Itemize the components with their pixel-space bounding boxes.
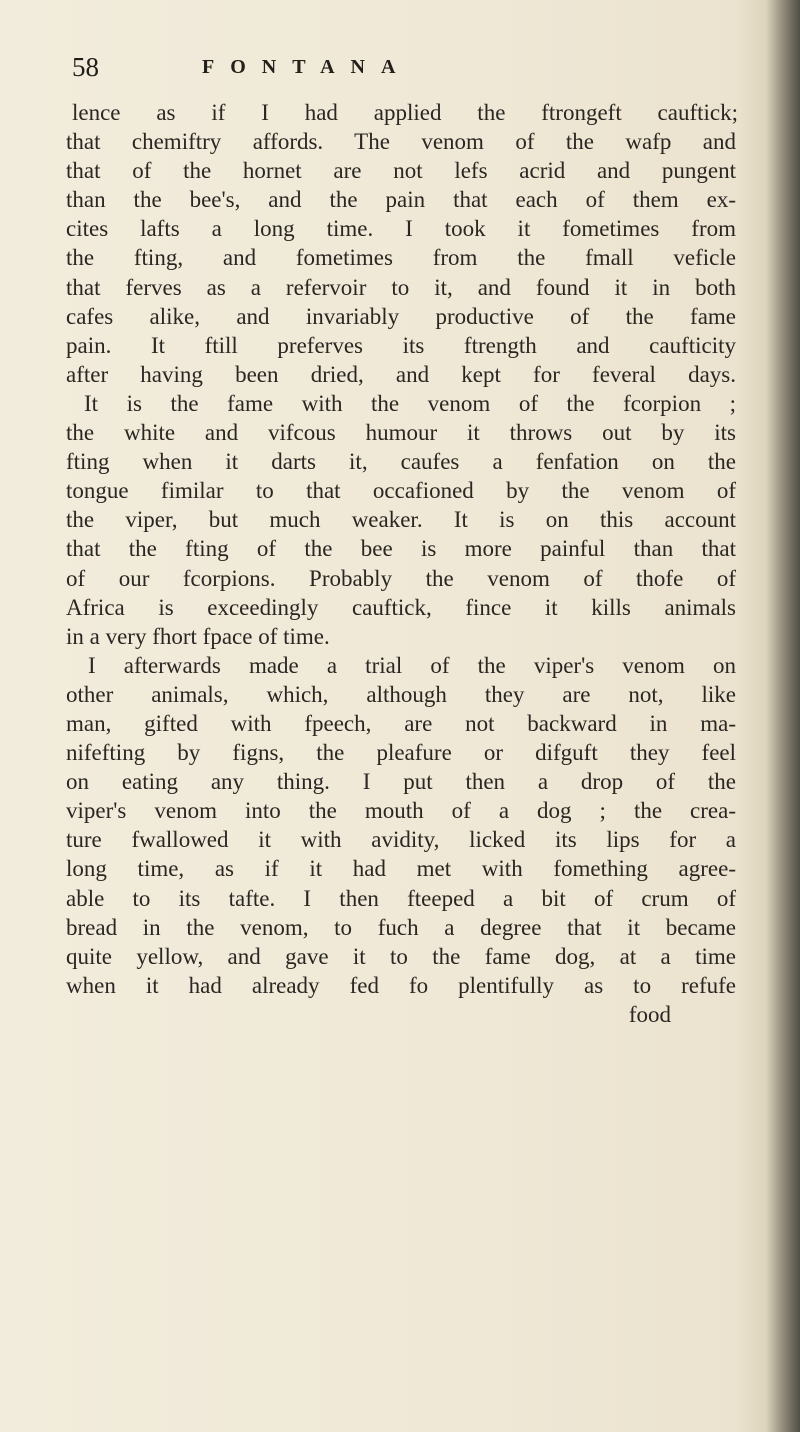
text-line: the white and vifcous humour it throws out by its [66, 420, 736, 446]
text-line: that of the hornet are not lefs acrid and pungent [66, 158, 736, 184]
text-line: in a very fhort fpace of time. [66, 623, 330, 649]
text-line: pain. It ftill preferves its ftrength and caufticity [66, 332, 736, 358]
text-line: quite yellow, and gave it to the fame dog, at a time [66, 943, 736, 969]
page-header [72, 52, 712, 88]
text-line: It is the fame with the venom of the fcorpion ; [84, 390, 736, 416]
text-line: able to its tafte. I then fteeped a bit of crum of [66, 885, 736, 911]
text-line: lence as if I had applied the ftrongeft cauftick; [72, 100, 738, 125]
text-line: bread in the venom, to fuch a degree that it became [66, 914, 736, 940]
text-line: when it had already fed fo plentifully as to refufe [66, 972, 736, 998]
body-text [66, 98, 746, 1029]
text-line: long time, as if it had met with fomething agree- [66, 856, 736, 882]
text-line: ture fwallowed it with avidity, licked its lips for a [66, 827, 736, 853]
text-line: that the fting of the bee is more painful than that [66, 536, 736, 562]
text-line: cafes alike, and invariably productive of the fame [66, 303, 736, 329]
catchword: food [628, 1001, 671, 1027]
text-line: tongue fimilar to that occafioned by the venom of [66, 478, 736, 504]
text-line: on eating any thing. I put then a drop of the [66, 769, 736, 795]
page-edge-shadow [766, 0, 800, 1432]
text-line: the fting, and fometimes from the fmall veficle [66, 245, 736, 271]
text-line: man, gifted with fpeech, are not backward in ma- [66, 710, 736, 736]
text-line: cites lafts a long time. I took it fometimes from [66, 216, 736, 242]
text-line: nifefting by figns, the pleafure or difguft they feel [66, 740, 736, 766]
text-line: other animals, which, although they are not, like [66, 681, 736, 707]
text-line: of our fcorpions. Probably the venom of thofe of [66, 565, 736, 591]
page-number: 58 [72, 52, 99, 82]
running-head: FONTANA [202, 56, 412, 78]
text-line: after having been dried, and kept for feveral days. [66, 361, 736, 387]
text-line: Africa is exceedingly cauftick, fince it kills animals [66, 594, 736, 620]
text-line: fting when it darts it, caufes a fenfation on the [66, 449, 736, 475]
text-line: that chemiftry affords. The venom of the wafp and [66, 129, 736, 155]
text-line: the viper, but much weaker. It is on this account [66, 507, 736, 533]
text-line: that ferves as a refervoir to it, and found it in both [66, 274, 736, 300]
text-line: I afterwards made a trial of the viper's venom on [88, 652, 736, 678]
text-line: than the bee's, and the pain that each of them ex- [66, 187, 736, 213]
text-line: viper's venom into the mouth of a dog ; the crea- [66, 798, 736, 824]
